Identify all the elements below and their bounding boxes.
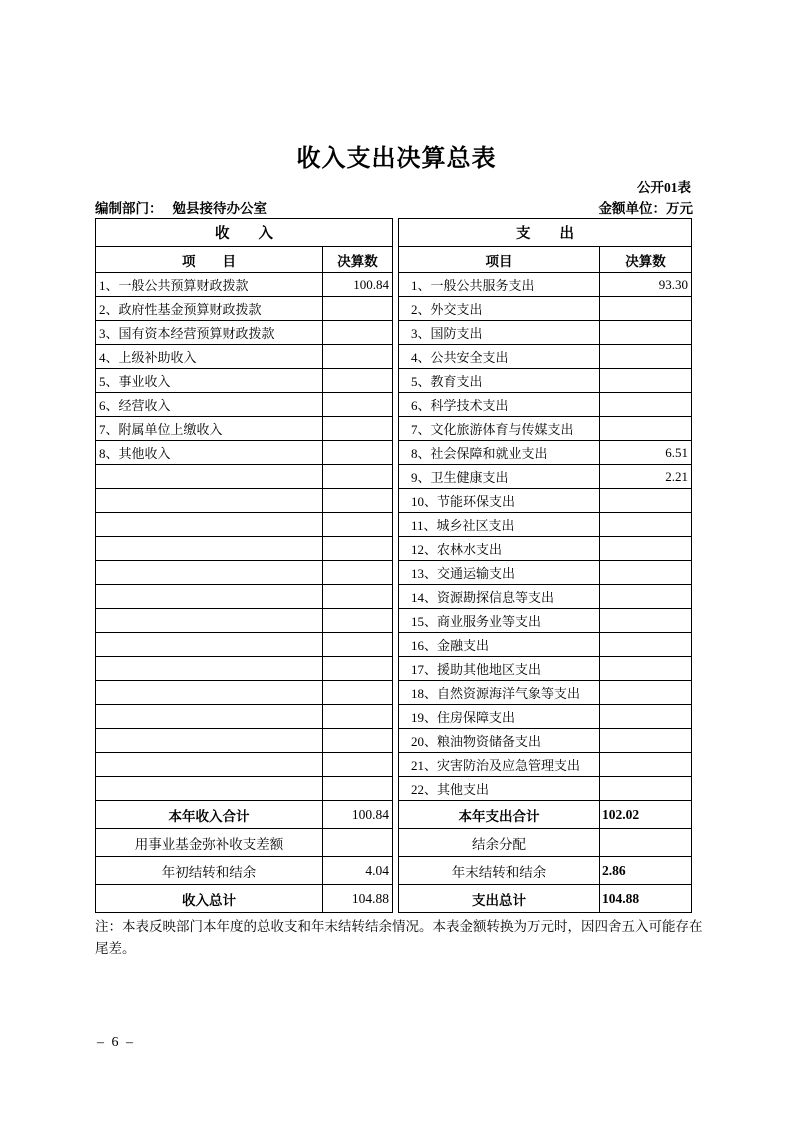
expense-table-row [399, 633, 692, 657]
income-table-row [96, 441, 393, 465]
income-item-cell [96, 777, 323, 801]
expense-amount-cell [600, 681, 692, 705]
expense-table-row [399, 345, 692, 369]
income-item-cell [96, 561, 323, 585]
income-footer-row [96, 801, 393, 829]
income-amount-cell [323, 297, 393, 321]
expense-amount-cell [600, 489, 692, 513]
expense-amount-cell [600, 513, 692, 537]
expense-amount-cell [600, 561, 692, 585]
expense-table-row [399, 705, 692, 729]
income-item-cell: 6、经营收入 [96, 393, 323, 417]
income-footer-label: 年初结转和结余 [96, 857, 323, 885]
income-item-cell: 7、附属单位上缴收入 [96, 417, 323, 441]
expense-amount-cell [600, 369, 692, 393]
expense-table-row [399, 537, 692, 561]
expense-footer-amount [600, 829, 692, 857]
expense-item-cell: 4、公共安全支出 [399, 345, 600, 369]
prepared-by [95, 197, 267, 217]
income-table-row [96, 633, 393, 657]
expense-table-row [399, 729, 692, 753]
income-amount-cell [323, 585, 393, 609]
expense-footer-amount: 104.88 [600, 885, 692, 913]
expense-table-row [399, 441, 692, 465]
income-table-row [96, 489, 393, 513]
expense-table-row [399, 513, 692, 537]
income-amount-cell [323, 321, 393, 345]
income-amount-cell [323, 537, 393, 561]
income-footer-amount: 100.84 [323, 801, 393, 829]
income-item-cell [96, 585, 323, 609]
income-item-cell: 4、上级补助收入 [96, 345, 323, 369]
expense-footer-label: 支出总计 [399, 885, 600, 913]
expense-amount-cell [600, 321, 692, 345]
meta-row [95, 197, 693, 217]
expense-amount-cell [600, 729, 692, 753]
income-table-row [96, 537, 393, 561]
income-item-cell [96, 633, 323, 657]
income-table-row [96, 753, 393, 777]
expense-amount-cell: 6.51 [600, 441, 692, 465]
income-table-row [96, 777, 393, 801]
expense-col-amount-header: 决算数 [600, 247, 692, 273]
page-number: – 6 – [97, 1035, 135, 1050]
expense-amount-cell [600, 297, 692, 321]
expense-item-cell: 20、粮油物资储备支出 [399, 729, 600, 753]
income-table-row [96, 297, 393, 321]
expense-table-row [399, 369, 692, 393]
expense-item-cell: 11、城乡社区支出 [399, 513, 600, 537]
expense-amount-cell [600, 393, 692, 417]
expense-amount-cell [600, 633, 692, 657]
expense-amount-cell [600, 609, 692, 633]
expense-footer-amount: 2.86 [600, 857, 692, 885]
expense-amount-cell [600, 657, 692, 681]
income-item-cell [96, 537, 323, 561]
expense-table-row [399, 321, 692, 345]
expense-col-item-header: 项目 [399, 247, 600, 273]
income-table-row [96, 321, 393, 345]
income-item-cell: 3、国有资本经营预算财政拨款 [96, 321, 323, 345]
expense-table-row [399, 681, 692, 705]
income-footer-amount: 4.04 [323, 857, 393, 885]
income-table-row [96, 417, 393, 441]
expense-amount-cell [600, 777, 692, 801]
summary-table [95, 218, 692, 913]
income-amount-cell [323, 345, 393, 369]
income-item-cell [96, 657, 323, 681]
income-table-row [96, 561, 393, 585]
expense-item-cell: 21、灾害防治及应急管理支出 [399, 753, 600, 777]
expense-footer-row [399, 885, 692, 913]
income-footer-row [96, 885, 393, 913]
income-item-cell [96, 753, 323, 777]
expense-amount-cell [600, 753, 692, 777]
income-item-cell [96, 609, 323, 633]
income-amount-cell [323, 681, 393, 705]
expense-amount-cell [600, 537, 692, 561]
income-amount-cell [323, 465, 393, 489]
expense-amount-cell: 93.30 [600, 273, 692, 297]
expense-item-cell: 10、节能环保支出 [399, 489, 600, 513]
expense-column-header-row [399, 247, 692, 273]
expense-table-row [399, 777, 692, 801]
expense-item-cell: 16、金融支出 [399, 633, 600, 657]
income-amount-cell [323, 729, 393, 753]
expense-item-cell: 6、科学技术支出 [399, 393, 600, 417]
footnote: 注：本表反映部门本年度的总收支和年末结转结余情况。本表金额转换为万元时，因四舍五入可能存在尾差。 [95, 919, 703, 956]
expense-item-cell: 5、教育支出 [399, 369, 600, 393]
expense-table-row [399, 753, 692, 777]
income-amount-cell [323, 561, 393, 585]
expense-footer-label: 本年支出合计 [399, 801, 600, 829]
income-amount-cell [323, 705, 393, 729]
amount-unit-label: 金额单位：万元 [598, 201, 693, 216]
expense-footer-label: 年末结转和结余 [399, 857, 600, 885]
expense-item-cell: 1、一般公共服务支出 [399, 273, 600, 297]
prepared-by-label: 编制部门： [95, 201, 163, 216]
income-item-cell: 5、事业收入 [96, 369, 323, 393]
expense-table-row [399, 585, 692, 609]
income-table-row [96, 465, 393, 489]
expense-footer-row [399, 857, 692, 885]
table-code-label: 公开01表 [637, 180, 691, 195]
income-amount-cell [323, 441, 393, 465]
income-amount-cell [323, 777, 393, 801]
expense-item-cell: 8、社会保障和就业支出 [399, 441, 600, 465]
income-item-cell [96, 729, 323, 753]
expense-table-row [399, 657, 692, 681]
income-amount-cell [323, 393, 393, 417]
expense-table-row [399, 561, 692, 585]
income-footer-amount: 104.88 [323, 885, 393, 913]
income-item-cell [96, 489, 323, 513]
income-amount-cell [323, 489, 393, 513]
expense-amount-cell [600, 705, 692, 729]
income-table-row [96, 273, 393, 297]
income-item-cell [96, 465, 323, 489]
expense-footer-label: 结余分配 [399, 829, 600, 857]
expense-amount-cell: 2.21 [600, 465, 692, 489]
expense-footer-row [399, 829, 692, 857]
expense-section-row [399, 219, 692, 247]
expense-table-row [399, 609, 692, 633]
income-col-item-header: 项 目 [96, 247, 323, 273]
income-table-row [96, 609, 393, 633]
income-amount-cell [323, 753, 393, 777]
expense-item-cell: 7、文化旅游体育与传媒支出 [399, 417, 600, 441]
expense-item-cell: 15、商业服务业等支出 [399, 609, 600, 633]
income-table-row [96, 393, 393, 417]
income-table-row [96, 681, 393, 705]
expense-section-header: 支 出 [399, 219, 692, 247]
income-footer-label: 本年收入合计 [96, 801, 323, 829]
income-amount-cell: 100.84 [323, 273, 393, 297]
income-item-cell [96, 681, 323, 705]
expense-table-row [399, 417, 692, 441]
income-footer-label: 用事业基金弥补收支差额 [96, 829, 323, 857]
expense-table-row [399, 273, 692, 297]
expense-table-row [399, 393, 692, 417]
income-section-header: 收 入 [96, 219, 393, 247]
income-table-row [96, 345, 393, 369]
income-footer-label: 收入总计 [96, 885, 323, 913]
income-item-cell [96, 705, 323, 729]
income-amount-cell [323, 513, 393, 537]
income-footer-amount [323, 829, 393, 857]
income-amount-cell [323, 609, 393, 633]
income-col-amount-header: 决算数 [323, 247, 393, 273]
expense-amount-cell [600, 585, 692, 609]
income-table-row [96, 369, 393, 393]
income-footer-row [96, 857, 393, 885]
expense-item-cell: 14、资源勘探信息等支出 [399, 585, 600, 609]
expense-footer-amount: 102.02 [600, 801, 692, 829]
income-amount-cell [323, 633, 393, 657]
income-column-header-row [96, 247, 393, 273]
income-item-cell: 8、其他收入 [96, 441, 323, 465]
expense-amount-cell [600, 417, 692, 441]
expense-item-cell: 9、卫生健康支出 [399, 465, 600, 489]
income-section-row [96, 219, 393, 247]
expense-table [398, 218, 692, 913]
income-table-row [96, 705, 393, 729]
prepared-by-value: 勉县接待办公室 [172, 201, 267, 216]
income-footer-row [96, 829, 393, 857]
expense-item-cell: 12、农林水支出 [399, 537, 600, 561]
expense-item-cell: 2、外交支出 [399, 297, 600, 321]
income-table-row [96, 585, 393, 609]
expense-item-cell: 18、自然资源海洋气象等支出 [399, 681, 600, 705]
income-amount-cell [323, 657, 393, 681]
expense-item-cell: 13、交通运输支出 [399, 561, 600, 585]
income-table-row [96, 729, 393, 753]
expense-table-row [399, 297, 692, 321]
income-item-cell [96, 513, 323, 537]
expense-footer-row [399, 801, 692, 829]
income-amount-cell [323, 417, 393, 441]
income-table-row [96, 657, 393, 681]
income-table [95, 218, 393, 913]
expense-table-row [399, 489, 692, 513]
expense-item-cell: 3、国防支出 [399, 321, 600, 345]
expense-item-cell: 19、住房保障支出 [399, 705, 600, 729]
income-amount-cell [323, 369, 393, 393]
income-item-cell: 1、一般公共预算财政拨款 [96, 273, 323, 297]
expense-table-row [399, 465, 692, 489]
expense-amount-cell [600, 345, 692, 369]
expense-item-cell: 17、援助其他地区支出 [399, 657, 600, 681]
income-table-row [96, 513, 393, 537]
expense-item-cell: 22、其他支出 [399, 777, 600, 801]
income-item-cell: 2、政府性基金预算财政拨款 [96, 297, 323, 321]
page-title: 收入支出决算总表 [296, 146, 497, 172]
